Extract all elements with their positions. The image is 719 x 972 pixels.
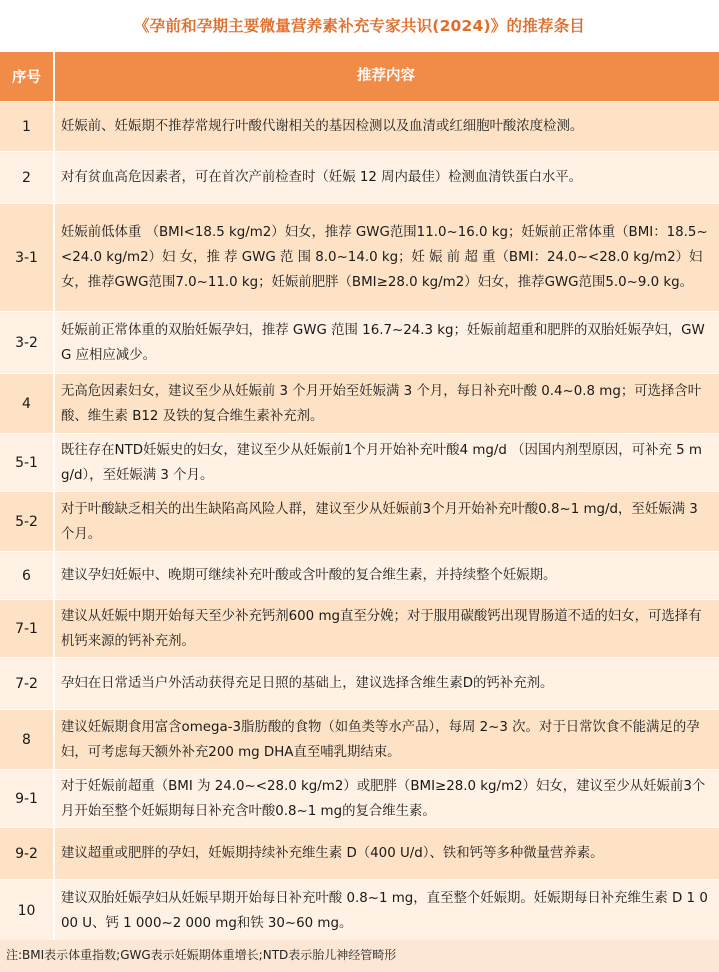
row-number: 7-1 — [0, 600, 55, 657]
row-content: 对于妊娠前超重（BMI 为 24.0~<28.0 kg/m2）或肥胖（BMI≥28.0 kg/m2）妇女，建议至少从妊娠前3个月开始至整个妊娠期每日补充含叶酸0.8~1 mg的复合维生素。 — [61, 778, 706, 819]
table-row — [0, 312, 719, 374]
table-row — [0, 710, 719, 770]
table-row — [0, 102, 719, 152]
table-row — [0, 204, 719, 312]
table-row — [0, 374, 719, 434]
row-content: 建议妊娠期食用富含omega-3脂肪酸的食物（如鱼类等水产品），每周 2~3 次。对于日常饮食不能满足的孕妇，可考虑每天额外补充200 mg DHA直至哺乳期结束。 — [61, 719, 700, 760]
row-number: 9-1 — [0, 770, 55, 827]
row-content: 妊娠前、妊娠期不推荐常规行叶酸代谢相关的基因检测以及血清或红细胞叶酸浓度检测。 — [61, 119, 584, 134]
table-row — [0, 600, 719, 658]
header-col-number: 序号 — [0, 52, 55, 101]
row-number: 3-1 — [0, 204, 55, 311]
row-content: 建议超重或肥胖的孕妇，妊娠期持续补充维生素 D（400 U/d）、铁和钙等多种微量营养素。 — [61, 846, 604, 861]
table-row — [0, 552, 719, 600]
row-content: 无高危因素妇女，建议至少从妊娠前 3 个月开始至妊娠满 3 个月，每日补充叶酸 0.4~0.8 mg；可选择含叶酸、维生素 B12 及铁的复合维生素补充剂。 — [61, 383, 702, 424]
row-number: 2 — [0, 152, 55, 203]
table-header — [0, 52, 719, 102]
row-number: 5-1 — [0, 434, 55, 491]
row-content: 对有贫血高危因素者，可在首次产前检查时（妊娠 12 周内最佳）检测血清铁蛋白水平。 — [61, 170, 583, 185]
row-content: 对于叶酸缺乏相关的出生缺陷高风险人群，建议至少从妊娠前3个月开始补充叶酸0.8~1 mg/d，至妊娠满 3 个月。 — [61, 501, 698, 542]
footnote: 注:BMI表示体重指数;GWG表示妊娠期体重增长;NTD表示胎儿神经管畸形 — [0, 940, 719, 972]
row-number: 1 — [0, 102, 55, 151]
table-row — [0, 880, 719, 942]
row-number: 3-2 — [0, 312, 55, 373]
row-number: 9-2 — [0, 828, 55, 879]
row-content: 妊娠前低体重 （BMI<18.5 kg/m2）妇女，推荐 GWG范围11.0~16.0 kg；妊娠前正常体重（BMI：18.5~<24.0 kg/m2）妇 女，推 荐 GWG 范 围 8.0~14.0 kg；妊 娠 前 超 重（BMI：24.0~<28.0 kg/m2）妇女，推荐GWG范围7.0~11.0 kg；妊娠前肥胖（BMI≥28.0 kg/m2）妇女，推荐GWG范围5.0~9.0 kg。 — [61, 225, 708, 290]
table-row — [0, 828, 719, 880]
table-row — [0, 152, 719, 204]
table-row — [0, 770, 719, 828]
row-content: 建议从妊娠中期开始每天至少补充钙剂600 mg直至分娩；对于服用碳酸钙出现胃肠道不适的妇女，可选择有机钙来源的钙补充剂。 — [61, 608, 702, 649]
row-number: 7-2 — [0, 658, 55, 709]
row-content: 建议双胎妊娠孕妇从妊娠早期开始每日补充叶酸 0.8~1 mg，直至整个妊娠期。妊娠期每日补充维生素 D 1 000 U、钙 1 000~2 000 mg和铁 30~60 mg。 — [61, 890, 708, 931]
row-number: 5-2 — [0, 492, 55, 551]
table-row — [0, 658, 719, 710]
row-content: 建议孕妇妊娠中、晚期可继续补充叶酸或含叶酸的复合维生素，并持续整个妊娠期。 — [61, 568, 557, 583]
row-content: 既往存在NTD妊娠史的妇女，建议至少从妊娠前1个月开始补充叶酸4 mg/d （因国内剂型原因，可补充 5 mg/d），至妊娠满 3 个月。 — [61, 442, 702, 483]
row-number: 10 — [0, 880, 55, 941]
row-content: 孕妇在日常适当户外活动获得充足日照的基础上，建议选择含维生素D的钙补充剂。 — [61, 676, 554, 691]
table-row — [0, 492, 719, 552]
header-col-content: 推荐内容 — [357, 68, 415, 84]
row-number: 4 — [0, 374, 55, 433]
table-row — [0, 434, 719, 492]
page-title: 《孕前和孕期主要微量营养素补充专家共识(2024)》的推荐条目 — [133, 17, 585, 35]
row-number: 8 — [0, 710, 55, 769]
recommendation-table — [0, 52, 719, 942]
row-content: 妊娠前正常体重的双胎妊娠孕妇，推荐 GWG 范围 16.7~24.3 kg；妊娠前超重和肥胖的双胎妊娠孕妇，GWG 应相应减少。 — [61, 322, 705, 363]
row-number: 6 — [0, 552, 55, 599]
